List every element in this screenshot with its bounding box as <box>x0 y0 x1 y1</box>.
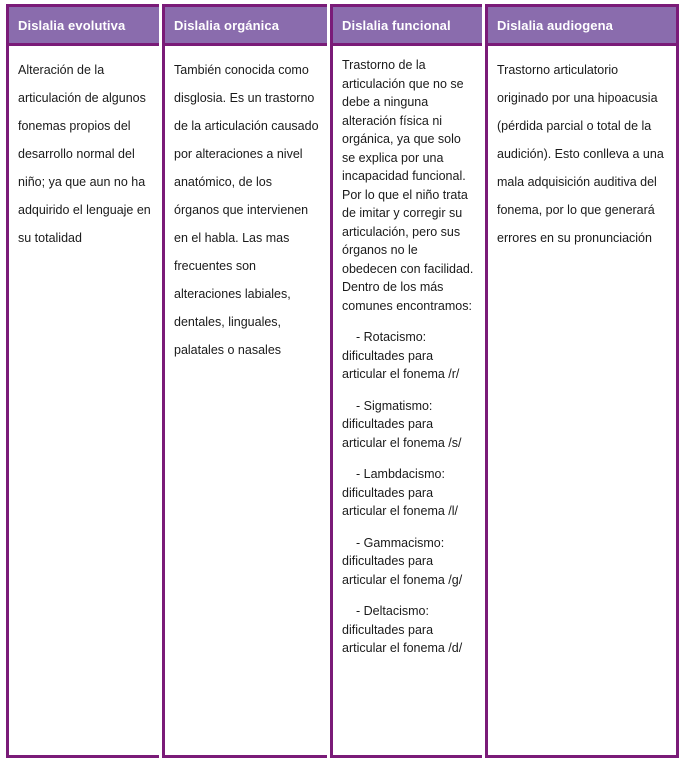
cell-dislalia-evolutiva <box>6 46 162 758</box>
column-header-dislalia-evolutiva: Dislalia evolutiva <box>6 4 162 46</box>
cell-dislalia-audiogena <box>485 46 679 758</box>
list-item: - Gammacismo: dificultades para articular el fonema /g/ <box>342 535 463 587</box>
column-header-dislalia-funcional: Dislalia funcional <box>330 4 485 46</box>
cell-dislalia-organica <box>162 46 330 758</box>
cell-text-block <box>174 56 320 364</box>
list-item: - Rotacismo: dificultades para articular el fonema /r/ <box>342 330 460 381</box>
column-header-dislalia-organica: Dislalia orgánica <box>162 4 330 46</box>
description-paragraph: Trastorno articulatorio originado por una hipoacusia (pérdida parcial o total de la audición). Esto conlleva a una mala adquisición auditiva del fonema, por lo que generará errores en su pronunciación <box>497 63 664 245</box>
table-header-row-group <box>6 4 679 46</box>
dislalia-types-table <box>6 4 679 758</box>
list-item: - Lambdacismo: dificultades para articular el fonema /l/ <box>342 467 459 518</box>
table-row <box>6 46 679 758</box>
cell-text-block <box>342 56 475 658</box>
description-paragraph: También conocida como disglosia. Es un trastorno de la articulación causado por alteraciones a nivel anatómico, de los órganos que intervienen en el habla. Las mas frecuentes son alteraciones labiales, dentales, linguales, palatales o nasales <box>174 63 319 357</box>
cell-dislalia-funcional <box>330 46 485 758</box>
list-item: - Sigmatismo: dificultades para articular el fonema /s/ <box>342 398 462 450</box>
column-header-dislalia-audiogena: Dislalia audiogena <box>485 4 679 46</box>
description-paragraph: Alteración de la articulación de algunos fonemas propios del desarrollo normal del niño; ya que aun no ha adquirido el lenguaje en su totalidad <box>18 63 151 245</box>
table-header-row <box>6 4 679 46</box>
description-paragraph: Trastorno de la articulación que no se debe a ninguna alteración física ni orgánica, ya que solo se explica por una incapacidad funcional. Por lo que el niño trata de imitar y corregir su articulación, pero sus órganos no le obedecen con facilidad. Dentro de los más comunes encontramos: <box>342 58 474 313</box>
cell-text-block <box>497 56 666 252</box>
table-body-row-group <box>6 46 679 758</box>
list-item: - Deltacismo: dificultades para articular el fonema /d/ <box>342 604 463 655</box>
cell-text-block <box>18 56 152 252</box>
